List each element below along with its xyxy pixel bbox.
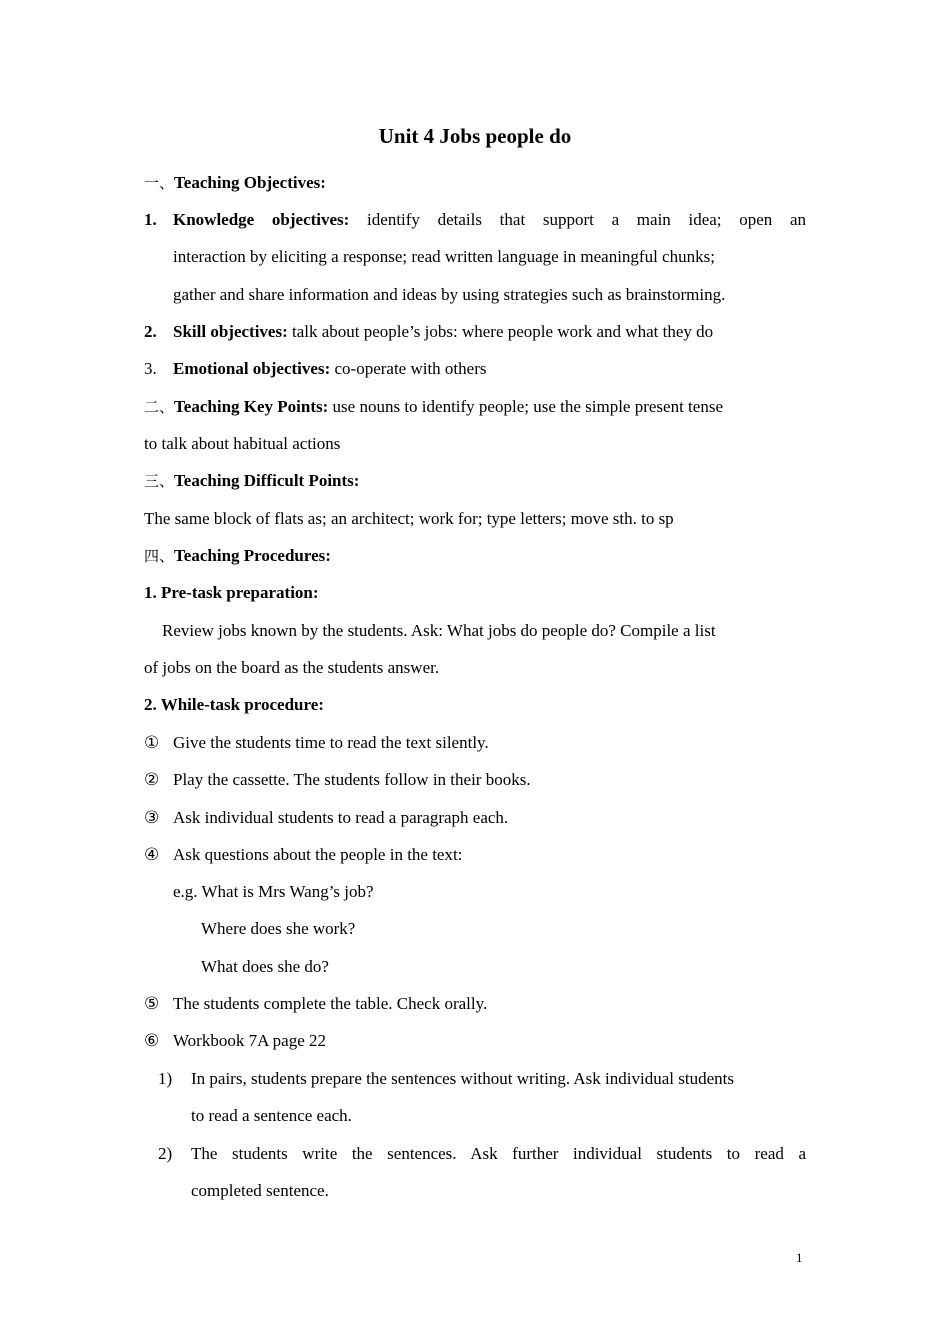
example-question: e.g. What is Mrs Wang’s job? [173, 882, 374, 901]
step-marker: ③ [144, 808, 160, 827]
key-points-text-continued: to talk about habitual actions [144, 434, 341, 453]
objective-text: talk about people’s jobs: where people work and what they do [292, 322, 714, 341]
step-text: Ask questions about the people in the text: [173, 845, 463, 864]
step-marker: ① [144, 733, 160, 752]
substep-number: 1) [158, 1069, 173, 1088]
step-text: Ask individual students to read a paragraph each. [173, 808, 509, 827]
section-marker: 三、 [144, 472, 175, 490]
objective-number: 3. [144, 359, 157, 378]
objective-label: Emotional objectives: [173, 359, 331, 378]
objective-label: Knowledge objectives: [173, 210, 350, 229]
while-task-heading: 2. While-task procedure: [144, 695, 324, 714]
section-heading-objectives [144, 171, 326, 195]
document-title: Unit 4 Jobs people do [378, 124, 572, 148]
pre-task-text-line-2: of jobs on the board as the students answer. [144, 658, 440, 677]
objective-number: 1. [144, 210, 157, 229]
section-heading-difficult-points [144, 469, 359, 493]
substep-text-line-2: to read a sentence each. [191, 1106, 352, 1125]
step-text: Play the cassette. The students follow in their books. [173, 770, 531, 789]
objective-label: Skill objectives: [173, 322, 288, 341]
section-heading-key-points [144, 395, 723, 419]
difficult-points-text: The same block of flats as; an architect; work for; type letters; move sth. to sp [144, 509, 674, 528]
substep-text-line-1: The students write the sentences. Ask further individual students to read a [191, 1144, 806, 1163]
step-marker: ⑥ [144, 1031, 160, 1050]
objective-text: co-operate with others [334, 359, 487, 378]
example-question: Where does she work? [201, 919, 356, 938]
section-marker: 二、 [144, 398, 175, 416]
substep-number: 2) [158, 1144, 173, 1163]
section-marker: 一、 [144, 174, 175, 192]
emotional-objectives [173, 357, 486, 381]
objective-text: identify details that support a main idea; open an [367, 210, 807, 229]
section-heading-text: Teaching Difficult Points: [174, 471, 360, 490]
substep-text-line-1: In pairs, students prepare the sentences without writing. Ask individual students [191, 1069, 734, 1088]
knowledge-objectives-line-3: gather and share information and ideas by using strategies such as brainstorming. [173, 285, 726, 304]
substep-text-line-2: completed sentence. [191, 1181, 329, 1200]
step-text: Give the students time to read the text silently. [173, 733, 489, 752]
skill-objectives [173, 320, 713, 344]
step-text: Workbook 7A page 22 [173, 1031, 327, 1050]
step-marker: ② [144, 770, 160, 789]
knowledge-objectives-line-2: interaction by eliciting a response; read written language in meaningful chunks; [173, 247, 715, 266]
step-marker: ⑤ [144, 994, 160, 1013]
objective-number: 2. [144, 322, 157, 341]
section-heading-procedures [144, 544, 331, 568]
step-text: The students complete the table. Check orally. [173, 994, 488, 1013]
section-heading-text: Teaching Procedures: [174, 546, 331, 565]
example-question: What does she do? [201, 957, 329, 976]
pre-task-text-line-1: Review jobs known by the students. Ask: What jobs do people do? Compile a list [162, 621, 716, 640]
knowledge-objectives-line-1 [173, 208, 806, 232]
section-heading-text: Teaching Objectives: [174, 173, 326, 192]
step-marker: ④ [144, 845, 160, 864]
pre-task-heading: 1. Pre-task preparation: [144, 583, 319, 602]
section-marker: 四、 [144, 547, 175, 565]
key-points-text: use nouns to identify people; use the simple present tense [332, 397, 723, 416]
page-number: 1 [796, 1250, 803, 1265]
section-heading-text: Teaching Key Points: [174, 397, 329, 416]
